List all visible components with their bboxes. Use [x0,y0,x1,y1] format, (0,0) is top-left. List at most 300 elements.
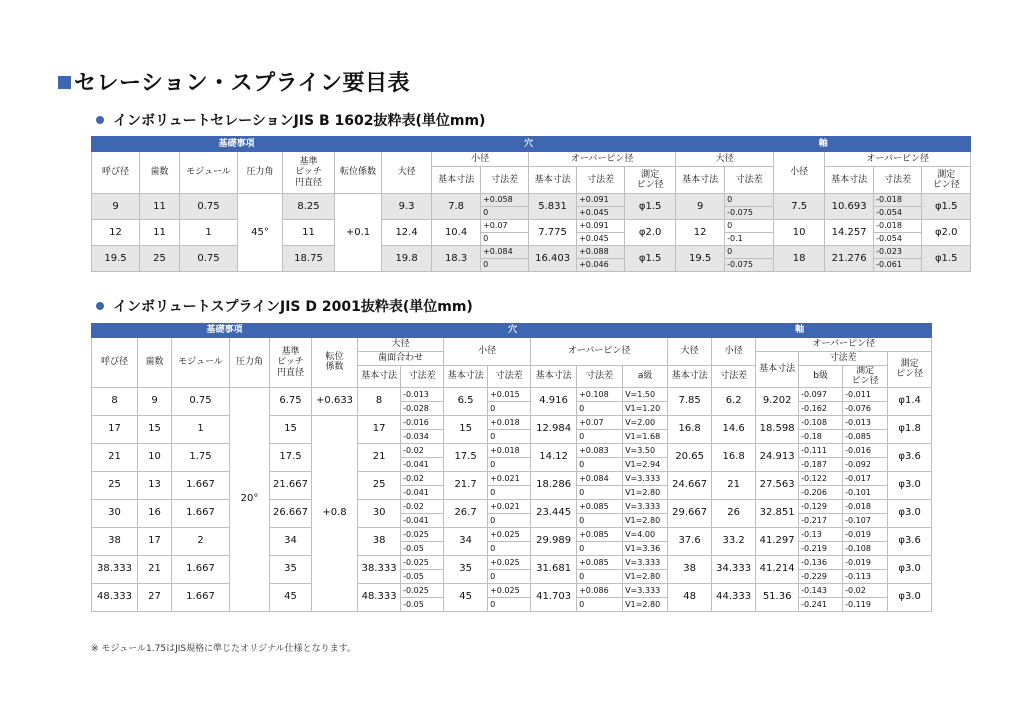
table-cell: +0.045 [577,233,625,246]
table-cell: φ1.5 [625,246,676,272]
table-cell: 16.8 [668,415,712,443]
table-cell: 41.703 [531,583,577,611]
table-cell: 0 [488,513,531,527]
col-header: 呼び径 [92,152,140,194]
table-cell: -0.028 [401,401,444,415]
table-cell: -0.217 [799,513,843,527]
col-header: 圧力角 [238,152,283,194]
col-header: 基本寸法 [444,366,488,388]
col-header: モジュール [180,152,238,194]
table-cell: 8 [92,387,138,415]
table-cell: 0 [481,233,529,246]
table-cell: 38.333 [92,555,138,583]
shift-coef-cell: +0.633 [312,387,358,415]
col-header: 歯面合わせ [358,352,444,366]
table-cell: 27 [138,583,172,611]
table-cell: +0.085 [577,555,623,569]
table-cell: 24.913 [756,443,799,471]
table-cell: 51.36 [756,583,799,611]
table-cell: 48.333 [358,583,401,611]
table-cell: 33.2 [712,527,756,555]
table-cell: -0.013 [401,387,444,401]
table-cell: 10 [138,443,172,471]
table-cell: 0 [725,220,774,233]
table-cell: 45 [444,583,488,611]
table-cell: -0.019 [843,555,888,569]
table-cell: φ1.8 [888,415,932,443]
table-cell: 18.598 [756,415,799,443]
table-cell: 11 [140,220,180,246]
table-cell: 38 [358,527,401,555]
section2-heading-text: インボリュートスプラインJIS D 2001抜粋表(単位mm) [113,299,473,315]
table-cell: +0.084 [481,246,529,259]
table-cell: 20.65 [668,443,712,471]
table-cell: -0.13 [799,527,843,541]
table-cell: -0.05 [401,569,444,583]
pressure-angle-cell: 45° [238,194,283,272]
col-header: 基本寸法 [668,366,712,388]
table-cell: -0.02 [401,471,444,485]
table-cell: 0 [577,457,623,471]
table-cell: +0.046 [577,259,625,272]
table-cell: 19.8 [382,246,432,272]
table-cell: -0.219 [799,541,843,555]
table-cell: -0.108 [843,541,888,555]
bullet-icon [96,116,104,124]
table-cell: V=3.333 [623,499,668,513]
col-header: 測定 ピン径 [843,366,888,388]
table-cell: -0.187 [799,457,843,471]
table-cell: 1 [180,220,238,246]
col-header: 寸法差 [799,352,888,366]
col-header: モジュール [172,338,230,388]
table-cell: 17.5 [444,443,488,471]
table-cell: 14.257 [825,220,874,246]
table-cell: V=1.50 [623,387,668,401]
table-cell: -0.02 [401,499,444,513]
title-square-icon [58,76,71,89]
table-cell: V1=2.80 [623,597,668,611]
table-cell: 16.403 [529,246,577,272]
table-cell: 10.693 [825,194,874,220]
table-cell: 17.5 [270,443,312,471]
table-cell: 35 [270,555,312,583]
col-header: オーバーピン径 [756,338,932,352]
col-header: 歯数 [138,338,172,388]
table-cell: +0.025 [488,527,531,541]
table-cell: 9.202 [756,387,799,415]
table-cell: V1=3.36 [623,541,668,555]
col-header: b級 [799,366,843,388]
table-cell: 38 [668,555,712,583]
col-header: 大径 [668,338,712,366]
table-cell: 0 [577,569,623,583]
table-cell: 26.667 [270,499,312,527]
table-cell: -0.011 [843,387,888,401]
table-cell: -0.02 [843,583,888,597]
table-cell: -0.075 [725,207,774,220]
table-cell: 9 [676,194,725,220]
table-cell: 18.286 [531,471,577,499]
table-cell: 34.333 [712,555,756,583]
col-header: 寸法差 [481,167,529,194]
col-header: 基本寸法 [825,167,874,194]
table-cell: 14.6 [712,415,756,443]
table-cell: 17 [358,415,401,443]
table-cell: 37.6 [668,527,712,555]
table-cell: -0.034 [401,429,444,443]
table-cell: +0.025 [488,583,531,597]
table-cell: +0.018 [488,415,531,429]
table-cell: V=3.333 [623,471,668,485]
section2-heading [96,296,473,316]
spline-table [91,323,932,612]
table-cell: 26.7 [444,499,488,527]
col-header: 基本寸法 [432,167,481,194]
footnote: ※ モジュール1.75はJIS規格に準じたオリジナル仕様となります。 [91,644,356,654]
serration-table [91,136,971,272]
table-cell: 2 [172,527,230,555]
table-cell: -0.05 [401,597,444,611]
table-cell: 6.75 [270,387,312,415]
table-cell: 32.851 [756,499,799,527]
table-cell: 10 [774,220,825,246]
col-header: 歯数 [140,152,180,194]
table-cell: 29.667 [668,499,712,527]
table-cell: 8 [358,387,401,415]
group-basic-header: 基礎事項 [92,324,358,338]
table-cell: 8.25 [283,194,335,220]
col-header: 寸法差 [488,366,531,388]
table-cell: +0.085 [577,527,623,541]
bullet-icon [96,302,104,310]
table-cell: +0.07 [481,220,529,233]
table-cell: φ1.5 [922,246,971,272]
col-header: オーバーピン径 [529,152,676,167]
col-header: 圧力角 [230,338,270,388]
table-cell: -0.229 [799,569,843,583]
table-cell: 1.667 [172,471,230,499]
table-cell: -0.129 [799,499,843,513]
table-cell: -0.111 [799,443,843,457]
table-cell: 0 [577,597,623,611]
table-cell: -0.041 [401,513,444,527]
table-cell: -0.041 [401,485,444,499]
table-cell: V1=1.20 [623,401,668,415]
table-cell: 14.12 [531,443,577,471]
table-cell: 38.333 [358,555,401,583]
col-header: 小径 [444,338,531,366]
table-cell: 17 [138,527,172,555]
table-cell: +0.088 [577,246,625,259]
table-cell: 7.775 [529,220,577,246]
table-cell: V1=2.80 [623,485,668,499]
table-cell: 21.7 [444,471,488,499]
group-hole-header: 穴 [382,137,676,152]
table-cell: 18 [774,246,825,272]
table-cell: -0.206 [799,485,843,499]
table-cell: 0 [577,485,623,499]
table-cell: 23.445 [531,499,577,527]
table-cell: -0.076 [843,401,888,415]
table-cell: 0.75 [172,387,230,415]
table-cell: 15 [444,415,488,443]
table-cell: 45 [270,583,312,611]
table-cell: -0.241 [799,597,843,611]
table-row [92,443,932,457]
page-title [58,66,410,97]
group-hole-header: 穴 [358,324,668,338]
table-row [92,338,932,352]
table-cell: -0.162 [799,401,843,415]
col-header: オーバーピン径 [531,338,668,366]
table-cell: 25 [140,246,180,272]
col-header: オーバーピン径 [825,152,971,167]
table-cell: +0.086 [577,583,623,597]
col-header: 小径 [712,338,756,366]
table-cell: φ2.0 [625,220,676,246]
table-cell: 30 [92,499,138,527]
col-header: 基準 ピッチ 円直径 [283,152,335,194]
table-cell: V1=1.68 [623,429,668,443]
table-cell: 15 [270,415,312,443]
table-cell: -0.1 [725,233,774,246]
table-cell: -0.018 [874,194,922,207]
table-row [92,194,971,207]
table-cell: 0 [488,401,531,415]
table-cell: -0.018 [874,220,922,233]
table-cell: -0.02 [401,443,444,457]
table-cell: -0.017 [843,471,888,485]
shift-coef-cell: +0.8 [312,415,358,611]
table-cell: -0.025 [401,583,444,597]
table-cell: 1.667 [172,555,230,583]
col-header: 転位 係数 [312,338,358,388]
table-cell: 21 [138,555,172,583]
table-cell: 0 [488,485,531,499]
table-cell: 18.75 [283,246,335,272]
col-header: 小径 [774,152,825,194]
table-row [92,137,971,152]
table-cell: 21 [358,443,401,471]
table-cell: φ3.0 [888,499,932,527]
section1-heading-text: インボリュートセレーションJIS B 1602抜粋表(単位mm) [113,113,486,129]
table-cell: V=2.00 [623,415,668,429]
table-cell: +0.045 [577,207,625,220]
table-cell: φ1.5 [625,194,676,220]
table-cell: 41.214 [756,555,799,583]
table-cell: 11 [283,220,335,246]
table-cell: -0.061 [874,259,922,272]
table-cell: -0.013 [843,415,888,429]
table-cell: -0.143 [799,583,843,597]
table-cell: +0.085 [577,499,623,513]
table-cell: φ3.0 [888,555,932,583]
table-row [92,387,932,401]
table-cell: -0.041 [401,457,444,471]
table-cell: 38 [92,527,138,555]
table-cell: -0.05 [401,541,444,555]
table-cell: 34 [444,527,488,555]
table-row [92,499,932,513]
table-cell: 19.5 [92,246,140,272]
col-header: 寸法差 [725,167,774,194]
table-cell: 4.916 [531,387,577,415]
table-cell: 0.75 [180,246,238,272]
table-cell: 18.3 [432,246,481,272]
pressure-angle-cell: 20° [230,387,270,611]
table-row [92,324,932,338]
table-cell: -0.018 [843,499,888,513]
table-cell: -0.097 [799,387,843,401]
table-cell: 1.667 [172,499,230,527]
table-cell: -0.136 [799,555,843,569]
table-cell: 25 [358,471,401,499]
table-cell: -0.054 [874,207,922,220]
table-cell: 7.85 [668,387,712,415]
table-cell: V=3.50 [623,443,668,457]
table-cell: 0 [481,207,529,220]
table-cell: 25 [92,471,138,499]
table-cell: φ3.0 [888,471,932,499]
table-cell: 1 [172,415,230,443]
table-cell: 1.75 [172,443,230,471]
table-cell: +0.083 [577,443,623,457]
col-header: 大径 [676,152,774,167]
table-cell: 0 [725,246,774,259]
table-cell: +0.025 [488,555,531,569]
table-cell: V=3.333 [623,555,668,569]
table-cell: 0 [577,429,623,443]
table-cell: 27.563 [756,471,799,499]
col-header: 小径 [432,152,529,167]
table-cell: -0.101 [843,485,888,499]
table-row [92,555,932,569]
table-cell: 9.3 [382,194,432,220]
group-shaft-header: 軸 [668,324,932,338]
table-cell: -0.016 [401,415,444,429]
table-cell: 7.8 [432,194,481,220]
table-cell: -0.025 [401,527,444,541]
table-cell: -0.075 [725,259,774,272]
table-cell: V1=2.80 [623,513,668,527]
table-cell: +0.084 [577,471,623,485]
table-cell: 16.8 [712,443,756,471]
table-cell: -0.085 [843,429,888,443]
table-cell: 15 [138,415,172,443]
table-cell: 16 [138,499,172,527]
table-row [92,527,932,541]
table-cell: 9 [92,194,140,220]
table-cell: V=4.00 [623,527,668,541]
table-cell: +0.091 [577,220,625,233]
table-row [92,415,932,429]
col-header: 測定 ピン径 [888,352,932,388]
table-cell: 21 [712,471,756,499]
table-cell: 5.831 [529,194,577,220]
col-header: 測定 ピン径 [922,167,971,194]
col-header: 基本寸法 [358,366,401,388]
table-cell: φ1.5 [922,194,971,220]
col-header: 基本寸法 [676,167,725,194]
col-header: 基準 ピッチ 円直径 [270,338,312,388]
col-header: 寸法差 [577,167,625,194]
table-row [92,583,932,597]
col-header: 寸法差 [577,366,623,388]
table-cell: V1=2.94 [623,457,668,471]
table-cell: 44.333 [712,583,756,611]
table-cell: 31.681 [531,555,577,583]
table-cell: 21.667 [270,471,312,499]
group-basic-header: 基礎事項 [92,137,382,152]
table-cell: 7.5 [774,194,825,220]
section1-heading [96,110,485,130]
table-cell: 0 [488,597,531,611]
table-cell: 9 [138,387,172,415]
table-cell: -0.108 [799,415,843,429]
col-header: 大径 [358,338,444,352]
table-cell: φ1.4 [888,387,932,415]
col-header: 呼び径 [92,338,138,388]
table-cell: 12.4 [382,220,432,246]
table-cell: 34 [270,527,312,555]
table-cell: +0.108 [577,387,623,401]
table-cell: 12 [92,220,140,246]
table-cell: +0.091 [577,194,625,207]
table-cell: 48 [668,583,712,611]
table-cell: V=3.333 [623,583,668,597]
table-cell: -0.019 [843,527,888,541]
table-cell: 0 [488,457,531,471]
table-cell: 29.989 [531,527,577,555]
table-cell: 0 [488,569,531,583]
table-cell: 0 [577,513,623,527]
table-cell: +0.018 [488,443,531,457]
table-cell: -0.023 [874,246,922,259]
table-cell: +0.058 [481,194,529,207]
table-cell: φ3.6 [888,443,932,471]
table-cell: 0 [488,541,531,555]
table-cell: +0.021 [488,471,531,485]
table-cell: -0.092 [843,457,888,471]
table-cell: 21 [92,443,138,471]
table-cell: -0.107 [843,513,888,527]
table-cell: 11 [140,194,180,220]
table-cell: 0 [577,401,623,415]
col-header: 大径 [382,152,432,194]
table-cell: 48.333 [92,583,138,611]
table-cell: φ2.0 [922,220,971,246]
col-header: a級 [623,366,668,388]
table-cell: -0.18 [799,429,843,443]
col-header: 基本寸法 [756,352,799,388]
col-header: 寸法差 [712,366,756,388]
col-header: 寸法差 [401,366,444,388]
table-cell: -0.122 [799,471,843,485]
table-cell: V1=2.80 [623,569,668,583]
table-cell: φ3.0 [888,583,932,611]
table-row [92,246,971,259]
table-cell: 6.5 [444,387,488,415]
table-cell: 19.5 [676,246,725,272]
table-cell: 12.984 [531,415,577,443]
col-header: 基本寸法 [529,167,577,194]
table-row [92,220,971,233]
table-cell: 17 [92,415,138,443]
group-shaft-header: 軸 [676,137,971,152]
col-header: 基本寸法 [531,366,577,388]
shift-coef-cell: +0.1 [335,194,382,272]
